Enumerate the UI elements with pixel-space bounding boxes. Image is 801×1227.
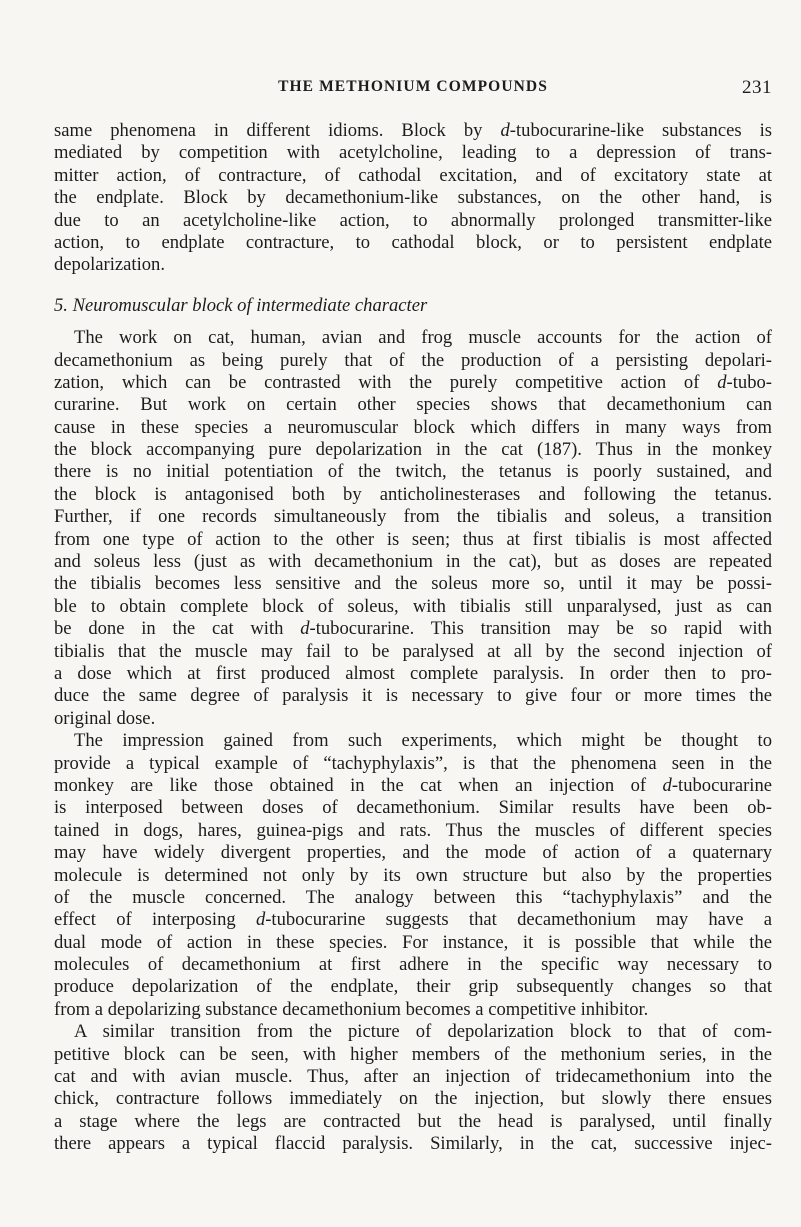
text-line: Further, if one records simultaneously from the tibialis and soleus, a transition bbox=[54, 506, 772, 528]
running-header bbox=[54, 74, 772, 106]
text-line: due to an acetylcholine-like action, to abnormally prolonged transmitter-like bbox=[54, 209, 772, 231]
text-line: there is no initial potentiation of the twitch, the tetanus is poorly sustained, and bbox=[54, 461, 772, 483]
text-line: the tibialis becomes less sensitive and the soleus more so, until it may be possi- bbox=[54, 573, 772, 595]
text-line: the block accompanying pure depolarization in the cat (187). Thus in the monkey bbox=[54, 439, 772, 461]
text-line: action, to endplate contracture, to cathodal block, or to persistent endplate bbox=[54, 231, 772, 253]
text-line: chick, contracture follows immediately on the injection, but slowly there ensues bbox=[54, 1088, 772, 1110]
paragraph-1 bbox=[54, 120, 772, 277]
text-line: A similar transition from the picture of depolarization block to that of com- bbox=[74, 1021, 772, 1043]
text-line: mediated by competition with acetylcholine, leading to a depression of trans- bbox=[54, 142, 772, 164]
spacer bbox=[54, 317, 772, 327]
body-text bbox=[54, 120, 772, 1156]
page-number: 231 bbox=[742, 77, 772, 98]
text-line: cause in these species a neuromuscular block which differs in many ways from bbox=[54, 416, 772, 438]
text-line: decamethonium as being purely that of the production of a persisting depolari- bbox=[54, 349, 772, 371]
text-line: may have widely divergent properties, and the mode of action of a quaternary bbox=[54, 842, 772, 864]
text-line: monkey are like those obtained in the cat when an injection of d-tubocurarine bbox=[54, 774, 772, 796]
text-line: is interposed between doses of decamethonium. Similar results have been ob- bbox=[54, 797, 772, 819]
text-line: molecules of decamethonium at first adhere in the specific way necessary to bbox=[54, 954, 772, 976]
text-line: duce the same degree of paralysis it is necessary to give four or more times the bbox=[54, 685, 772, 707]
text-line: the endplate. Block by decamethonium-like substances, on the other hand, is bbox=[54, 187, 772, 209]
text-line: produce depolarization of the endplate, their grip subsequently changes so that bbox=[54, 976, 772, 998]
text-line: dual mode of action in these species. For instance, it is possible that while the bbox=[54, 931, 772, 953]
text-line: depolarization. bbox=[54, 254, 165, 276]
paragraph-2 bbox=[54, 327, 772, 730]
text-line: zation, which can be contrasted with the purely competitive action of d-tubo- bbox=[54, 371, 772, 393]
text-line: of the muscle concerned. The analogy between this “tachyphylaxis” and the bbox=[54, 886, 772, 908]
text-line: from one type of action to the other is seen; thus at first tibialis is most affected bbox=[54, 528, 772, 550]
text-line: curarine. But work on certain other species shows that decamethonium can bbox=[54, 394, 772, 416]
running-title: THE METHONIUM COMPOUNDS bbox=[278, 78, 548, 95]
text-line: and soleus less (just as with decamethonium in the cat), but as doses are repeated bbox=[54, 551, 772, 573]
text-line: The work on cat, human, avian and frog muscle accounts for the action of bbox=[74, 327, 772, 349]
text-line: original dose. bbox=[54, 707, 156, 729]
text-line: ble to obtain complete block of soleus, with tibialis still unparalysed, just as can bbox=[54, 595, 772, 617]
paragraph-3 bbox=[54, 730, 772, 1021]
paragraph-4 bbox=[54, 1021, 772, 1155]
text-line: cat and with avian muscle. Thus, after an injection of tridecamethonium into the bbox=[54, 1066, 772, 1088]
text-line: be done in the cat with d-tubocurarine. This transition may be so rapid with bbox=[54, 618, 772, 640]
text-line: there appears a typical flaccid paralysis. Similarly, in the cat, successive injec- bbox=[54, 1133, 772, 1155]
text-line: tained in dogs, hares, guinea-pigs and rats. Thus the muscles of different species bbox=[54, 819, 772, 841]
text-line: same phenomena in different idioms. Block by d-tubocurarine-like substances is bbox=[54, 120, 772, 141]
text-line: petitive block can be seen, with higher members of the methonium series, in the bbox=[54, 1043, 772, 1065]
text-line: tibialis that the muscle may fail to be paralysed at all by the second injection of bbox=[54, 640, 772, 662]
text-line: the block is antagonised both by anticholinesterases and following the tetanus. bbox=[54, 483, 772, 505]
text-line: molecule is determined not only by its own structure but also by the properties bbox=[54, 864, 772, 886]
spacer bbox=[54, 277, 772, 295]
text-line: from a depolarizing substance decamethonium becomes a competitive inhibitor. bbox=[54, 998, 649, 1020]
text-line: effect of interposing d-tubocurarine suggests that decamethonium may have a bbox=[54, 909, 772, 931]
text-line: The impression gained from such experiments, which might be thought to bbox=[74, 730, 772, 752]
text-line: a stage where the legs are contracted but the head is paralysed, until finally bbox=[54, 1110, 772, 1132]
text-line: mitter action, of contracture, of cathodal excitation, and of excitatory state at bbox=[54, 164, 772, 186]
text-line: a dose which at first produced almost complete paralysis. In order then to pro- bbox=[54, 662, 772, 684]
section-heading: 5. Neuromuscular block of intermediate character bbox=[54, 294, 428, 316]
text-line: provide a typical example of “tachyphylaxis”, is that the phenomena seen in the bbox=[54, 752, 772, 774]
